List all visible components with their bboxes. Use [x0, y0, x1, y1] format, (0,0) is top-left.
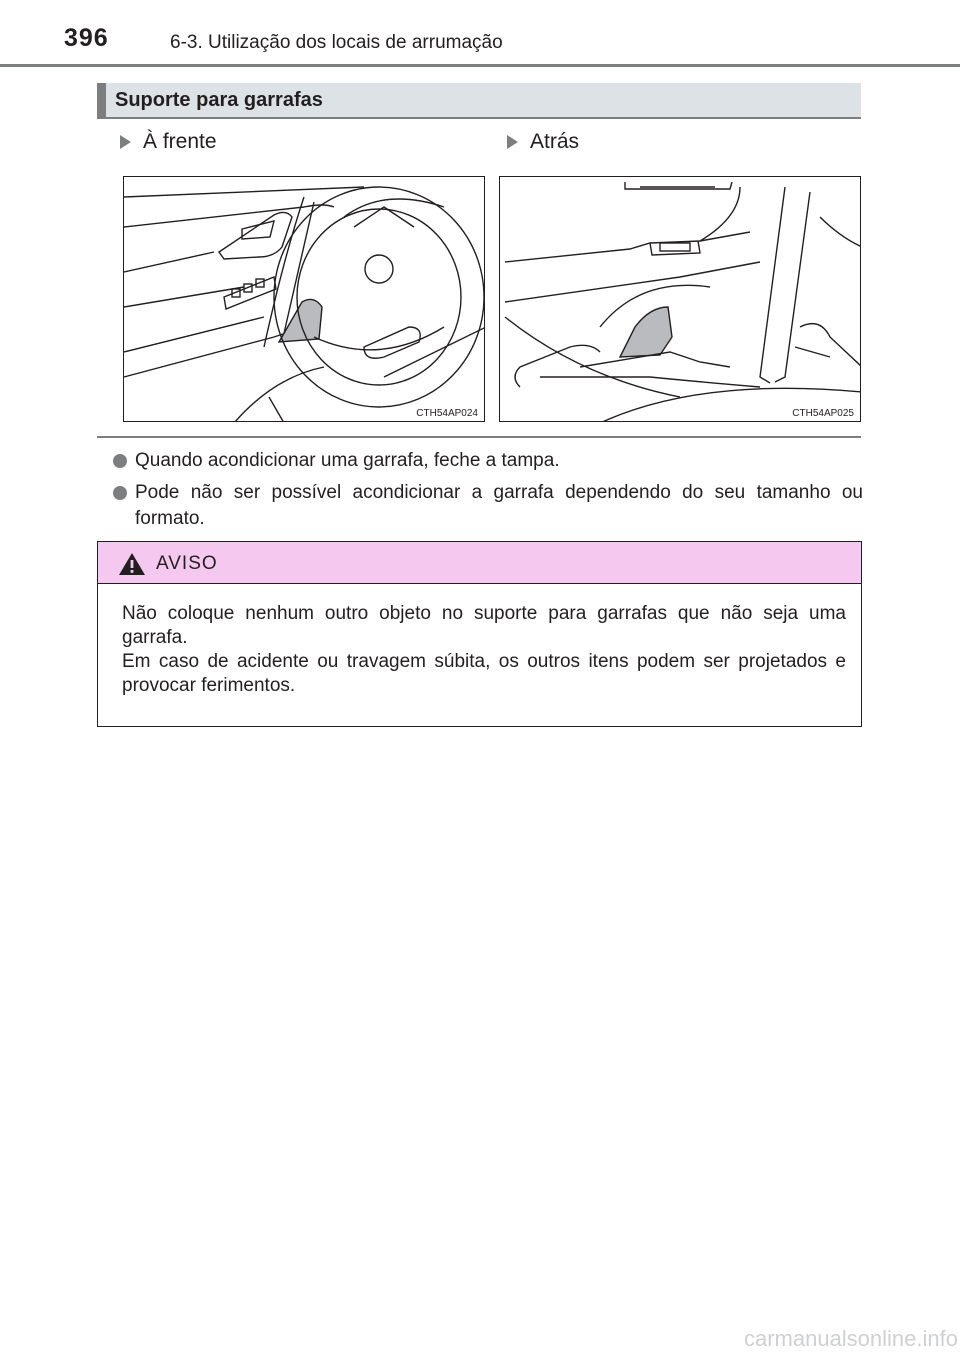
- rear-bottle-holder-illustration: [499, 176, 861, 422]
- triangle-bullet-icon: [120, 135, 131, 149]
- front-label-text: À frente: [143, 130, 217, 153]
- list-item-text: Quando acondicionar uma garrafa, feche a tampa.: [135, 450, 560, 471]
- rear-label: [507, 130, 579, 154]
- section-title: Suporte para garrafas: [115, 89, 323, 111]
- page-number: 396: [64, 24, 109, 52]
- bullet-dot-icon: [113, 486, 127, 500]
- warning-title: AVISO: [156, 553, 218, 574]
- running-title: 6-3. Utilização dos locais de arrumação: [170, 32, 503, 53]
- warning-body: [122, 602, 846, 698]
- figure-code: CTH54AP025: [792, 408, 854, 419]
- figure-code: CTH54AP024: [416, 408, 478, 419]
- list-item: [113, 448, 863, 474]
- warning-text-2: Em caso de acidente ou travagem súbita, os outros itens podem ser projetados e provocar ferimentos.: [122, 651, 846, 696]
- rear-interior-drawing: [500, 177, 861, 422]
- notes-list: [113, 448, 863, 538]
- section-accent: [97, 83, 106, 117]
- warning-box: [97, 541, 862, 727]
- section-heading-bar: [97, 83, 861, 119]
- rear-label-text: Atrás: [530, 130, 580, 153]
- page-header: [0, 0, 960, 70]
- front-label: [120, 130, 217, 154]
- header-divider: [0, 64, 960, 67]
- warning-header: [98, 542, 861, 584]
- bullet-dot-icon: [113, 454, 127, 468]
- warning-text-1: Não coloque nenhum outro objeto no suporte para garrafas que não seja uma garrafa.: [122, 603, 846, 648]
- list-item: [113, 480, 863, 532]
- list-item-text: Pode não ser possível acondicionar a garrafa dependendo do seu tamanho ou formato.: [135, 482, 863, 529]
- site-watermark: carmanualsonline.info: [743, 1326, 958, 1351]
- front-interior-drawing: [124, 177, 485, 422]
- warning-triangle-icon: [118, 552, 146, 576]
- front-bottle-holder-illustration: [123, 176, 485, 422]
- section-divider: [97, 436, 861, 438]
- triangle-bullet-icon: [507, 135, 518, 149]
